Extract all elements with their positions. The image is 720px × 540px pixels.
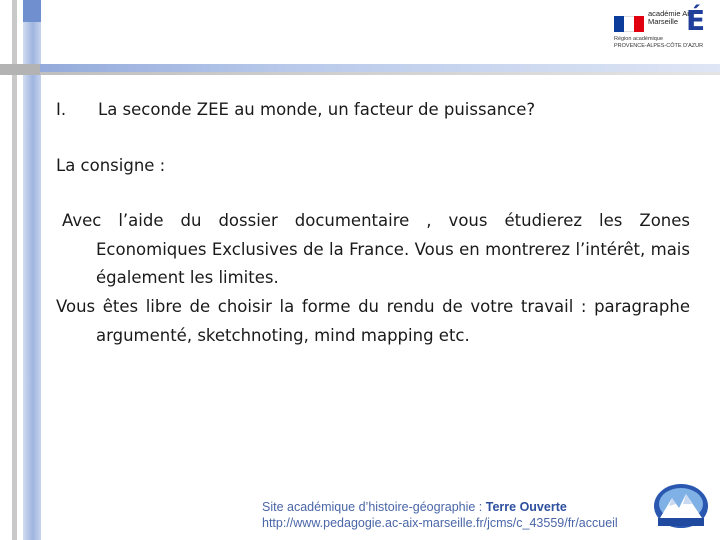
left-blue-band — [23, 0, 41, 540]
footer-credit — [262, 499, 618, 531]
header-gray-rule — [0, 72, 720, 75]
section-heading — [56, 96, 535, 124]
french-flag-icon — [614, 16, 644, 32]
left-blue-band-top — [23, 0, 41, 22]
header-rule-corner — [0, 64, 40, 75]
footer-site-name[interactable]: Terre Ouverte — [485, 500, 567, 514]
footer-site-prefix: Site académique d’histoire-géographie : — [262, 500, 486, 514]
header-blue-rule — [0, 64, 720, 72]
left-gray-rule — [12, 0, 17, 540]
footer-site-line — [262, 499, 618, 515]
region-line-1: Région académique — [614, 36, 663, 42]
terre-ouverte-mountain-logo-icon — [652, 482, 710, 530]
section-title: La seconde ZEE au monde, un facteur de puissance? — [98, 100, 536, 119]
footer-url[interactable]: http://www.pedagogie.ac-aix-marseille.fr/jcms/c_43559/fr/accueil — [262, 516, 618, 530]
academie-logo — [612, 6, 716, 52]
section-number: I. — [56, 100, 67, 119]
instruction-paragraph-2: Vous êtes libre de choisir la forme du rendu de votre travail : paragraphe argumenté, sketchnoting, mind mapping etc. — [56, 297, 690, 345]
consigne-label: La consigne : — [56, 156, 166, 175]
region-label — [614, 36, 703, 49]
instruction-paragraph-1: Avec l’aide du dossier documentaire , vous étudierez les Zones Economiques Exclusives de la France. Vous en montrerez l’intérêt, mais également les limites. — [62, 211, 690, 287]
academie-name: académie Aix-Marseille — [648, 9, 696, 26]
e-accent-icon: É — [686, 4, 706, 37]
region-line-2: PROVENCE-ALPES-CÔTE D'AZUR — [614, 42, 704, 49]
